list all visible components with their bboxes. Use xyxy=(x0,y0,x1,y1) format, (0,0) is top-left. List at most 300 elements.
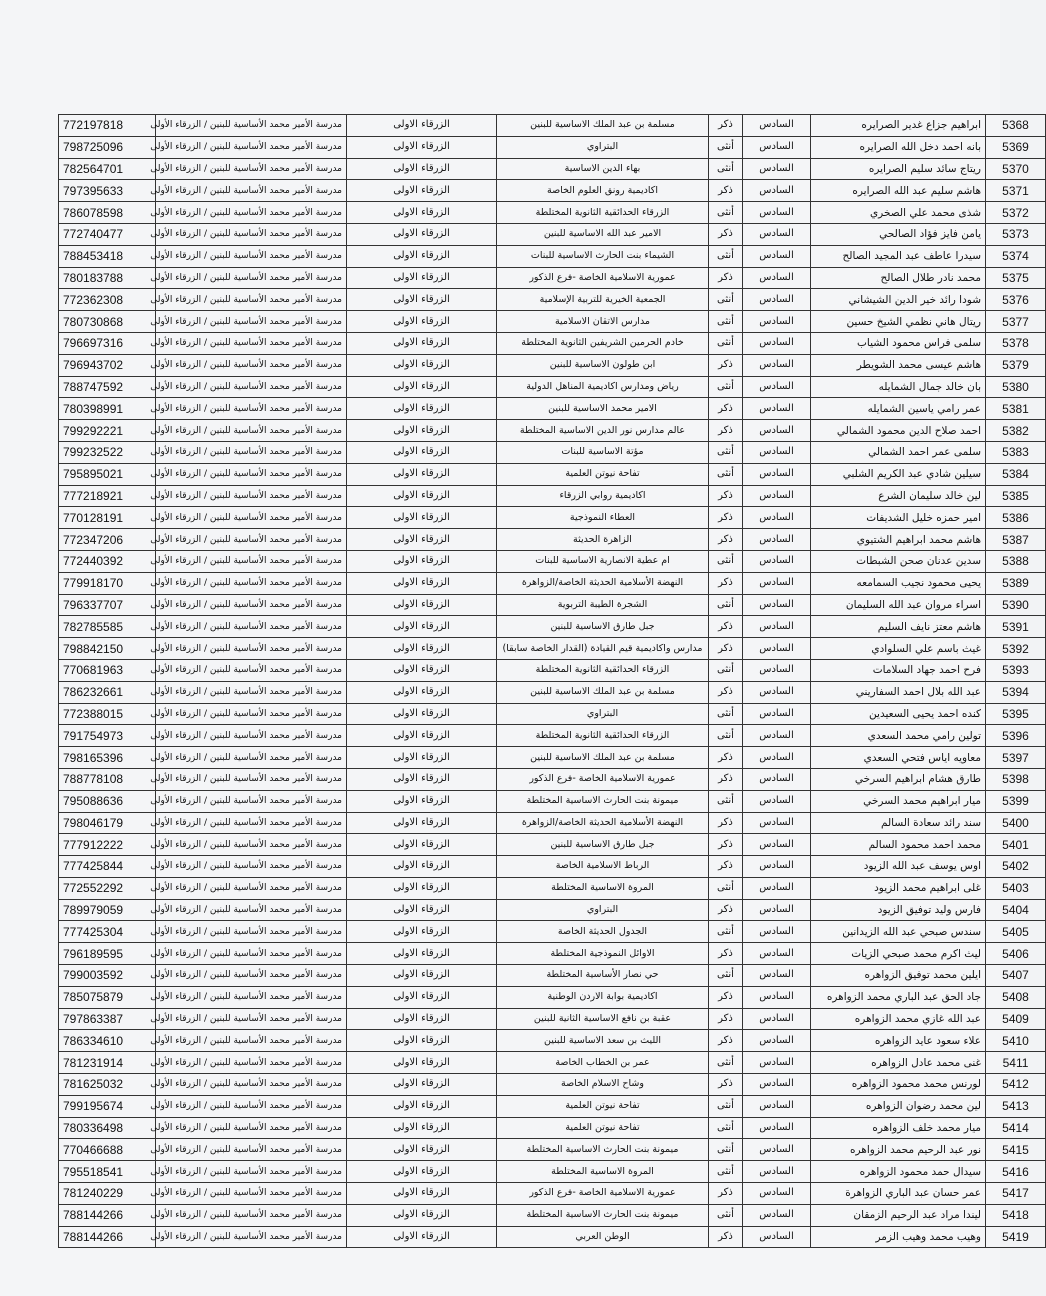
directorate-cell: الزرقاء الاولى xyxy=(347,965,497,987)
student-name-cell: هاشم محمد ابراهيم الشتيوي xyxy=(811,529,986,551)
exam-center-cell: مدرسة الأمير محمد الأساسية للبنين / الزرقاء الأولى xyxy=(156,834,347,856)
exam-center-cell: مدرسة الأمير محمد الأساسية للبنين / الزرقاء الأولى xyxy=(156,1139,347,1161)
grade-cell: السادس xyxy=(743,768,811,790)
grade-cell: السادس xyxy=(743,965,811,987)
seat-number-cell: 5386 xyxy=(986,507,1046,529)
phone-cell: 781625032 xyxy=(59,1074,156,1096)
table-row xyxy=(59,1183,1046,1205)
phone-cell: 777218921 xyxy=(59,485,156,507)
phone-cell: 798165396 xyxy=(59,747,156,769)
table-row xyxy=(59,507,1046,529)
school-cell: الرباط الاسلامية الخاصة xyxy=(497,856,709,878)
exam-center-cell: مدرسة الأمير محمد الأساسية للبنين / الزرقاء الأولى xyxy=(156,921,347,943)
directorate-cell: الزرقاء الاولى xyxy=(347,594,497,616)
seat-number-cell: 5388 xyxy=(986,550,1046,572)
phone-cell: 782785585 xyxy=(59,616,156,638)
gender-cell: أنثى xyxy=(709,725,743,747)
exam-center-cell: مدرسة الأمير محمد الأساسية للبنين / الزرقاء الأولى xyxy=(156,267,347,289)
seat-number-cell: 5403 xyxy=(986,877,1046,899)
gender-cell: ذكر xyxy=(709,616,743,638)
directorate-cell: الزرقاء الاولى xyxy=(347,1095,497,1117)
seat-number-cell: 5394 xyxy=(986,681,1046,703)
directorate-cell: الزرقاء الاولى xyxy=(347,834,497,856)
exam-center-cell: مدرسة الأمير محمد الأساسية للبنين / الزرقاء الأولى xyxy=(156,115,347,137)
phone-cell: 788453418 xyxy=(59,245,156,267)
directorate-cell: الزرقاء الاولى xyxy=(347,550,497,572)
exam-center-cell: مدرسة الأمير محمد الأساسية للبنين / الزرقاء الأولى xyxy=(156,1030,347,1052)
grade-cell: السادس xyxy=(743,158,811,180)
student-name-cell: معاويه اياس فتحي السعدي xyxy=(811,747,986,769)
grade-cell: السادس xyxy=(743,638,811,660)
directorate-cell: الزرقاء الاولى xyxy=(347,136,497,158)
seat-number-cell: 5383 xyxy=(986,441,1046,463)
school-cell: عقبة بن نافع الاساسية الثانية للبنين xyxy=(497,1008,709,1030)
seat-number-cell: 5384 xyxy=(986,463,1046,485)
student-name-cell: محمد نادر طلال الصالح xyxy=(811,267,986,289)
phone-cell: 772740477 xyxy=(59,223,156,245)
school-cell: الشيماء بنت الحارث الاساسية للبنات xyxy=(497,245,709,267)
phone-cell: 772362308 xyxy=(59,289,156,311)
seat-number-cell: 5396 xyxy=(986,725,1046,747)
phone-cell: 782564701 xyxy=(59,158,156,180)
school-cell: خادم الحرمين الشريفين الثانوية المختلطة xyxy=(497,332,709,354)
gender-cell: ذكر xyxy=(709,681,743,703)
gender-cell: أنثى xyxy=(709,136,743,158)
gender-cell: أنثى xyxy=(709,1161,743,1183)
school-cell: ميمونة بنت الحارث الاساسية المختلطة xyxy=(497,790,709,812)
exam-center-cell: مدرسة الأمير محمد الأساسية للبنين / الزرقاء الأولى xyxy=(156,1074,347,1096)
gender-cell: ذكر xyxy=(709,572,743,594)
table-row xyxy=(59,420,1046,442)
directorate-cell: الزرقاء الاولى xyxy=(347,877,497,899)
phone-cell: 788144266 xyxy=(59,1226,156,1248)
seat-number-cell: 5404 xyxy=(986,899,1046,921)
directorate-cell: الزرقاء الاولى xyxy=(347,943,497,965)
student-name-cell: غلى ابراهيم محمد الزيود xyxy=(811,877,986,899)
exam-center-cell: مدرسة الأمير محمد الأساسية للبنين / الزرقاء الأولى xyxy=(156,1008,347,1030)
exam-center-cell: مدرسة الأمير محمد الأساسية للبنين / الزرقاء الأولى xyxy=(156,420,347,442)
school-cell: تفاحة نيوتن العلمية xyxy=(497,463,709,485)
gender-cell: أنثى xyxy=(709,289,743,311)
table-row xyxy=(59,529,1046,551)
seat-number-cell: 5392 xyxy=(986,638,1046,660)
exam-center-cell: مدرسة الأمير محمد الأساسية للبنين / الزرقاء الأولى xyxy=(156,245,347,267)
grade-cell: السادس xyxy=(743,703,811,725)
exam-center-cell: مدرسة الأمير محمد الأساسية للبنين / الزرقاء الأولى xyxy=(156,768,347,790)
exam-center-cell: مدرسة الأمير محمد الأساسية للبنين / الزرقاء الأولى xyxy=(156,485,347,507)
seat-number-cell: 5385 xyxy=(986,485,1046,507)
directorate-cell: الزرقاء الاولى xyxy=(347,747,497,769)
school-cell: الامير محمد الاساسية للبنين xyxy=(497,398,709,420)
gender-cell: ذكر xyxy=(709,223,743,245)
grade-cell: السادس xyxy=(743,311,811,333)
directorate-cell: الزرقاء الاولى xyxy=(347,420,497,442)
phone-cell: 799195674 xyxy=(59,1095,156,1117)
student-name-cell: نور عبد الرحيم محمد الزواهره xyxy=(811,1139,986,1161)
grade-cell: السادس xyxy=(743,725,811,747)
student-name-cell: غنى محمد عادل الزواهره xyxy=(811,1052,986,1074)
directorate-cell: الزرقاء الاولى xyxy=(347,1008,497,1030)
grade-cell: السادس xyxy=(743,899,811,921)
table-row xyxy=(59,812,1046,834)
student-name-cell: سيدرا عاطف عبد المجيد الصالح xyxy=(811,245,986,267)
grade-cell: السادس xyxy=(743,507,811,529)
seat-number-cell: 5418 xyxy=(986,1204,1046,1226)
seat-number-cell: 5376 xyxy=(986,289,1046,311)
school-cell: رياض ومدارس اكاديمية المناهل الدولية xyxy=(497,376,709,398)
student-name-cell: لورنس محمد محمود الزواهره xyxy=(811,1074,986,1096)
student-name-cell: سندس صبحي عبد الله الزيدانين xyxy=(811,921,986,943)
directorate-cell: الزرقاء الاولى xyxy=(347,986,497,1008)
seat-number-cell: 5393 xyxy=(986,659,1046,681)
student-name-cell: امير حمزه خليل الشديفات xyxy=(811,507,986,529)
student-name-cell: عبد الله غازي محمد الزواهره xyxy=(811,1008,986,1030)
table-row xyxy=(59,921,1046,943)
table-row xyxy=(59,1095,1046,1117)
seat-number-cell: 5371 xyxy=(986,180,1046,202)
grade-cell: السادس xyxy=(743,289,811,311)
school-cell: عالم مدارس نور الدين الاساسية المختلطة xyxy=(497,420,709,442)
phone-cell: 798842150 xyxy=(59,638,156,660)
school-cell: الجدول الحديثة الخاصة xyxy=(497,921,709,943)
gender-cell: ذكر xyxy=(709,1226,743,1248)
exam-center-cell: مدرسة الأمير محمد الأساسية للبنين / الزرقاء الأولى xyxy=(156,311,347,333)
exam-center-cell: مدرسة الأمير محمد الأساسية للبنين / الزرقاء الأولى xyxy=(156,507,347,529)
school-cell: الزرقاء الحدائقية الثانوية المختلطة xyxy=(497,725,709,747)
directorate-cell: الزرقاء الاولى xyxy=(347,202,497,224)
exam-center-cell: مدرسة الأمير محمد الأساسية للبنين / الزرقاء الأولى xyxy=(156,223,347,245)
gender-cell: ذكر xyxy=(709,180,743,202)
exam-center-cell: مدرسة الأمير محمد الأساسية للبنين / الزرقاء الأولى xyxy=(156,550,347,572)
school-cell: جبل طارق الاساسية للبنين xyxy=(497,834,709,856)
directorate-cell: الزرقاء الاولى xyxy=(347,681,497,703)
table-row xyxy=(59,747,1046,769)
table-row xyxy=(59,463,1046,485)
table-row xyxy=(59,681,1046,703)
gender-cell: ذكر xyxy=(709,1030,743,1052)
table-row xyxy=(59,441,1046,463)
grade-cell: السادس xyxy=(743,790,811,812)
directorate-cell: الزرقاء الاولى xyxy=(347,616,497,638)
table-row xyxy=(59,115,1046,137)
gender-cell: أنثى xyxy=(709,158,743,180)
seat-number-cell: 5380 xyxy=(986,376,1046,398)
school-cell: النهضة الأسلامية الحديثة الخاصة/الزواهرة xyxy=(497,812,709,834)
gender-cell: ذكر xyxy=(709,986,743,1008)
exam-center-cell: مدرسة الأمير محمد الأساسية للبنين / الزرقاء الأولى xyxy=(156,812,347,834)
school-cell: مسلمة بن عبد الملك الاساسية للبنين xyxy=(497,747,709,769)
gender-cell: أنثى xyxy=(709,1052,743,1074)
grade-cell: السادس xyxy=(743,485,811,507)
exam-center-cell: مدرسة الأمير محمد الأساسية للبنين / الزرقاء الأولى xyxy=(156,594,347,616)
school-cell: المروة الاساسية المختلطة xyxy=(497,877,709,899)
phone-cell: 777912222 xyxy=(59,834,156,856)
student-name-cell: شودا رائد خير الدين الشيشاني xyxy=(811,289,986,311)
student-name-cell: ريتاج سائد سليم الصرايره xyxy=(811,158,986,180)
table-row xyxy=(59,354,1046,376)
table-row xyxy=(59,376,1046,398)
grade-cell: السادس xyxy=(743,594,811,616)
directorate-cell: الزرقاء الاولى xyxy=(347,725,497,747)
school-cell: الجمعية الخيرية للتربية الإسلامية xyxy=(497,289,709,311)
directorate-cell: الزرقاء الاولى xyxy=(347,289,497,311)
gender-cell: ذكر xyxy=(709,354,743,376)
table-row xyxy=(59,834,1046,856)
table-row xyxy=(59,485,1046,507)
phone-cell: 780398991 xyxy=(59,398,156,420)
grade-cell: السادس xyxy=(743,812,811,834)
table-row xyxy=(59,1117,1046,1139)
gender-cell: أنثى xyxy=(709,245,743,267)
phone-cell: 770128191 xyxy=(59,507,156,529)
directorate-cell: الزرقاء الاولى xyxy=(347,638,497,660)
student-name-cell: هاشم عيسى محمد الشويطر xyxy=(811,354,986,376)
phone-cell: 795895021 xyxy=(59,463,156,485)
gender-cell: ذكر xyxy=(709,485,743,507)
table-row xyxy=(59,616,1046,638)
exam-center-cell: مدرسة الأمير محمد الأساسية للبنين / الزرقاء الأولى xyxy=(156,529,347,551)
student-name-cell: وهيب محمد وهيب الزمر xyxy=(811,1226,986,1248)
phone-cell: 772347206 xyxy=(59,529,156,551)
table-row xyxy=(59,1139,1046,1161)
school-cell: مسلمة بن عبد الملك الاساسية للبنين xyxy=(497,681,709,703)
grade-cell: السادس xyxy=(743,1161,811,1183)
gender-cell: أنثى xyxy=(709,965,743,987)
table-row xyxy=(59,703,1046,725)
gender-cell: ذكر xyxy=(709,1183,743,1205)
exam-center-cell: مدرسة الأمير محمد الأساسية للبنين / الزرقاء الأولى xyxy=(156,965,347,987)
directorate-cell: الزرقاء الاولى xyxy=(347,1139,497,1161)
student-table xyxy=(58,114,1046,1248)
student-name-cell: لين محمد رضوان الزواهره xyxy=(811,1095,986,1117)
grade-cell: السادس xyxy=(743,441,811,463)
seat-number-cell: 5370 xyxy=(986,158,1046,180)
table-row xyxy=(59,332,1046,354)
gender-cell: أنثى xyxy=(709,790,743,812)
phone-cell: 788144266 xyxy=(59,1204,156,1226)
grade-cell: السادس xyxy=(743,572,811,594)
grade-cell: السادس xyxy=(743,354,811,376)
seat-number-cell: 5415 xyxy=(986,1139,1046,1161)
phone-cell: 786078598 xyxy=(59,202,156,224)
gender-cell: ذكر xyxy=(709,115,743,137)
directorate-cell: الزرقاء الاولى xyxy=(347,790,497,812)
school-cell: البتراوي xyxy=(497,703,709,725)
grade-cell: السادس xyxy=(743,1095,811,1117)
student-name-cell: شذى محمد علي الصخري xyxy=(811,202,986,224)
table-row xyxy=(59,986,1046,1008)
grade-cell: السادس xyxy=(743,1052,811,1074)
table-row xyxy=(59,158,1046,180)
seat-number-cell: 5412 xyxy=(986,1074,1046,1096)
grade-cell: السادس xyxy=(743,986,811,1008)
student-name-cell: سلمى عمر احمد الشمالي xyxy=(811,441,986,463)
school-cell: مدارس واكاديمية قيم القيادة (القدار الخاصة سابقا) xyxy=(497,638,709,660)
table-row xyxy=(59,877,1046,899)
results-sheet xyxy=(58,114,1029,1248)
seat-number-cell: 5373 xyxy=(986,223,1046,245)
table-row xyxy=(59,856,1046,878)
exam-center-cell: مدرسة الأمير محمد الأساسية للبنين / الزرقاء الأولى xyxy=(156,1183,347,1205)
gender-cell: ذكر xyxy=(709,638,743,660)
gender-cell: أنثى xyxy=(709,332,743,354)
school-cell: مسلمة بن عبد الملك الاساسية للبنين xyxy=(497,115,709,137)
exam-center-cell: مدرسة الأمير محمد الأساسية للبنين / الزرقاء الأولى xyxy=(156,1161,347,1183)
exam-center-cell: مدرسة الأمير محمد الأساسية للبنين / الزرقاء الأولى xyxy=(156,463,347,485)
gender-cell: أنثى xyxy=(709,877,743,899)
phone-cell: 788747592 xyxy=(59,376,156,398)
phone-cell: 772197818 xyxy=(59,115,156,137)
student-name-cell: يامن فايز فؤاد الصالحي xyxy=(811,223,986,245)
exam-center-cell: مدرسة الأمير محمد الأساسية للبنين / الزرقاء الأولى xyxy=(156,158,347,180)
phone-cell: 796189595 xyxy=(59,943,156,965)
table-row xyxy=(59,245,1046,267)
directorate-cell: الزرقاء الاولى xyxy=(347,223,497,245)
table-row xyxy=(59,768,1046,790)
table-row xyxy=(59,1161,1046,1183)
school-cell: الشجرة الطيبة التربوية xyxy=(497,594,709,616)
school-cell: ميمونة بنت الحارث الاساسية المختلطة xyxy=(497,1139,709,1161)
table-row xyxy=(59,398,1046,420)
student-name-cell: محمد احمد محمود السالم xyxy=(811,834,986,856)
phone-cell: 779918170 xyxy=(59,572,156,594)
gender-cell: ذكر xyxy=(709,899,743,921)
phone-cell: 781240229 xyxy=(59,1183,156,1205)
grade-cell: السادس xyxy=(743,245,811,267)
gender-cell: ذكر xyxy=(709,768,743,790)
table-row xyxy=(59,311,1046,333)
student-name-cell: ابراهيم جزاع غدير الصرايره xyxy=(811,115,986,137)
gender-cell: أنثى xyxy=(709,311,743,333)
exam-center-cell: مدرسة الأمير محمد الأساسية للبنين / الزرقاء الأولى xyxy=(156,1204,347,1226)
school-cell: الزرقاء الحدائقية الثانوية المختلطة xyxy=(497,202,709,224)
gender-cell: ذكر xyxy=(709,834,743,856)
grade-cell: السادس xyxy=(743,1204,811,1226)
grade-cell: السادس xyxy=(743,1030,811,1052)
grade-cell: السادس xyxy=(743,1074,811,1096)
directorate-cell: الزرقاء الاولى xyxy=(347,856,497,878)
exam-center-cell: مدرسة الأمير محمد الأساسية للبنين / الزرقاء الأولى xyxy=(156,725,347,747)
directorate-cell: الزرقاء الاولى xyxy=(347,485,497,507)
seat-number-cell: 5417 xyxy=(986,1183,1046,1205)
seat-number-cell: 5400 xyxy=(986,812,1046,834)
directorate-cell: الزرقاء الاولى xyxy=(347,398,497,420)
school-cell: جبل طارق الاساسية للبنين xyxy=(497,616,709,638)
directorate-cell: الزرقاء الاولى xyxy=(347,115,497,137)
table-row xyxy=(59,1030,1046,1052)
table-row xyxy=(59,965,1046,987)
table-row xyxy=(59,638,1046,660)
gender-cell: أنثى xyxy=(709,1204,743,1226)
school-cell: حي نصار الأساسية المختلطة xyxy=(497,965,709,987)
table-row xyxy=(59,1008,1046,1030)
phone-cell: 781231914 xyxy=(59,1052,156,1074)
student-name-cell: كنده احمد يحيى السعيدين xyxy=(811,703,986,725)
gender-cell: ذكر xyxy=(709,267,743,289)
school-cell: الاوائل النموذجية المختلطة xyxy=(497,943,709,965)
exam-center-cell: مدرسة الأمير محمد الأساسية للبنين / الزرقاء الأولى xyxy=(156,856,347,878)
seat-number-cell: 5391 xyxy=(986,616,1046,638)
grade-cell: السادس xyxy=(743,856,811,878)
exam-center-cell: مدرسة الأمير محمد الأساسية للبنين / الزرقاء الأولى xyxy=(156,1095,347,1117)
seat-number-cell: 5416 xyxy=(986,1161,1046,1183)
directorate-cell: الزرقاء الاولى xyxy=(347,572,497,594)
exam-center-cell: مدرسة الأمير محمد الأساسية للبنين / الزرقاء الأولى xyxy=(156,180,347,202)
exam-center-cell: مدرسة الأمير محمد الأساسية للبنين / الزرقاء الأولى xyxy=(156,202,347,224)
student-name-cell: ميار محمد خلف الزواهره xyxy=(811,1117,986,1139)
gender-cell: أنثى xyxy=(709,550,743,572)
student-name-cell: فارس وليد توفيق الزيود xyxy=(811,899,986,921)
phone-cell: 772552292 xyxy=(59,877,156,899)
student-name-cell: فرح احمد جهاد السلامات xyxy=(811,659,986,681)
exam-center-cell: مدرسة الأمير محمد الأساسية للبنين / الزرقاء الأولى xyxy=(156,1117,347,1139)
seat-number-cell: 5375 xyxy=(986,267,1046,289)
table-row xyxy=(59,790,1046,812)
grade-cell: السادس xyxy=(743,943,811,965)
table-row xyxy=(59,943,1046,965)
student-name-cell: غيث باسم علي السلوادي xyxy=(811,638,986,660)
table-row xyxy=(59,223,1046,245)
school-cell: البتراوي xyxy=(497,899,709,921)
gender-cell: ذكر xyxy=(709,398,743,420)
school-cell: ابن طولون الاساسية للبنين xyxy=(497,354,709,376)
school-cell: المروة الاساسية المختلطة xyxy=(497,1161,709,1183)
exam-center-cell: مدرسة الأمير محمد الأساسية للبنين / الزرقاء الأولى xyxy=(156,747,347,769)
phone-cell: 799003592 xyxy=(59,965,156,987)
exam-center-cell: مدرسة الأمير محمد الأساسية للبنين / الزرقاء الأولى xyxy=(156,943,347,965)
exam-center-cell: مدرسة الأمير محمد الأساسية للبنين / الزرقاء الأولى xyxy=(156,398,347,420)
student-name-cell: عمر رامي ياسين الشمايله xyxy=(811,398,986,420)
directorate-cell: الزرقاء الاولى xyxy=(347,441,497,463)
seat-number-cell: 5390 xyxy=(986,594,1046,616)
phone-cell: 785075879 xyxy=(59,986,156,1008)
directorate-cell: الزرقاء الاولى xyxy=(347,1226,497,1248)
exam-center-cell: مدرسة الأمير محمد الأساسية للبنين / الزرقاء الأولى xyxy=(156,441,347,463)
seat-number-cell: 5369 xyxy=(986,136,1046,158)
grade-cell: السادس xyxy=(743,223,811,245)
school-cell: بهاء الدين الاساسية xyxy=(497,158,709,180)
table-row xyxy=(59,725,1046,747)
directorate-cell: الزرقاء الاولى xyxy=(347,1161,497,1183)
school-cell: الزرقاء الحدائقية الثانوية المختلطة xyxy=(497,659,709,681)
seat-number-cell: 5413 xyxy=(986,1095,1046,1117)
grade-cell: السادس xyxy=(743,136,811,158)
student-name-cell: ليث اكرم محمد صبحي الزيات xyxy=(811,943,986,965)
seat-number-cell: 5401 xyxy=(986,834,1046,856)
table-row xyxy=(59,180,1046,202)
school-cell: عمورية الاسلامية الخاصة -فرع الذكور xyxy=(497,768,709,790)
school-cell: عمر بن الخطاب الخاصة xyxy=(497,1052,709,1074)
gender-cell: ذكر xyxy=(709,747,743,769)
seat-number-cell: 5368 xyxy=(986,115,1046,137)
directorate-cell: الزرقاء الاولى xyxy=(347,921,497,943)
seat-number-cell: 5408 xyxy=(986,986,1046,1008)
table-row xyxy=(59,572,1046,594)
table-row xyxy=(59,1052,1046,1074)
exam-center-cell: مدرسة الأمير محمد الأساسية للبنين / الزرقاء الأولى xyxy=(156,1226,347,1248)
directorate-cell: الزرقاء الاولى xyxy=(347,158,497,180)
phone-cell: 780336498 xyxy=(59,1117,156,1139)
exam-center-cell: مدرسة الأمير محمد الأساسية للبنين / الزرقاء الأولى xyxy=(156,877,347,899)
seat-number-cell: 5409 xyxy=(986,1008,1046,1030)
exam-center-cell: مدرسة الأمير محمد الأساسية للبنين / الزرقاء الأولى xyxy=(156,659,347,681)
phone-cell: 780730868 xyxy=(59,311,156,333)
grade-cell: السادس xyxy=(743,202,811,224)
school-cell: تفاحة نيوتن العلمية xyxy=(497,1095,709,1117)
grade-cell: السادس xyxy=(743,1139,811,1161)
student-name-cell: سدين عدنان صحن الشبطات xyxy=(811,550,986,572)
grade-cell: السادس xyxy=(743,115,811,137)
